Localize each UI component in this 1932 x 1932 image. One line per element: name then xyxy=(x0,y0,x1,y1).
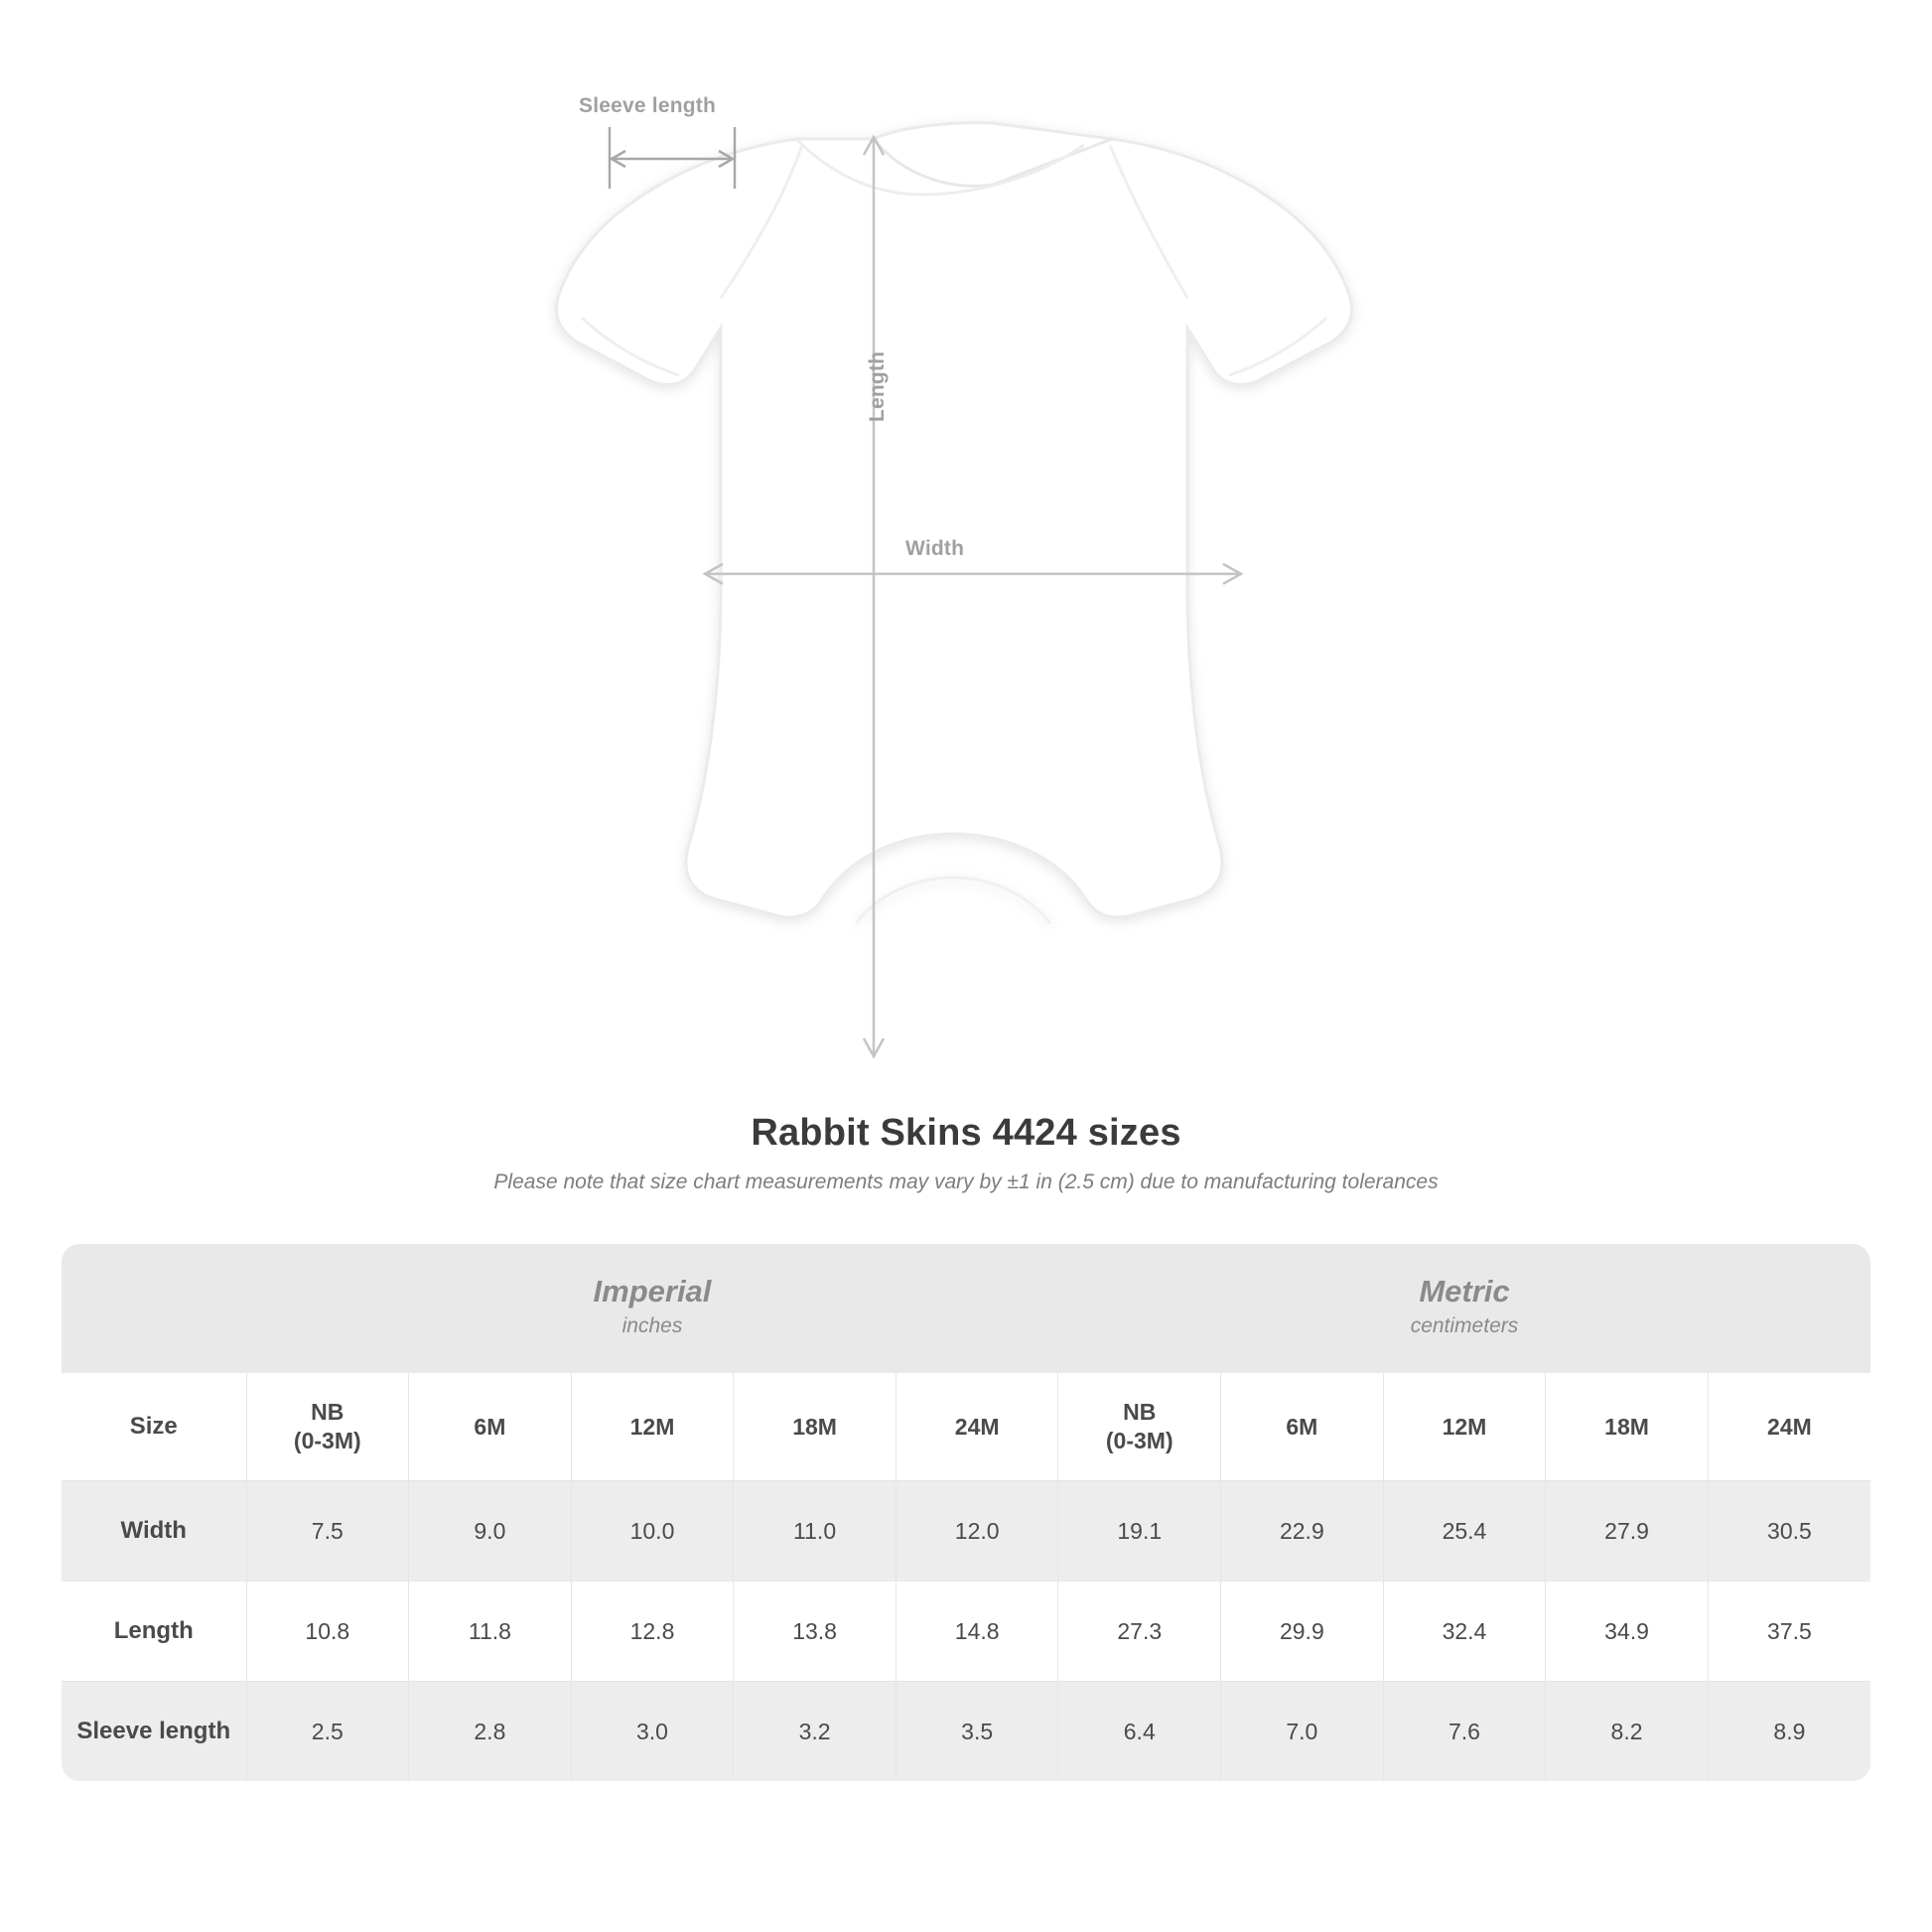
cell-sleeve-8: 8.2 xyxy=(1546,1682,1709,1782)
tolerance-note: Please note that size chart measurements may vary by ±1 in (2.5 cm) due to manufacturing tolerances xyxy=(493,1171,1439,1193)
cell-sleeve-3: 3.2 xyxy=(734,1682,897,1782)
unit-header-row xyxy=(62,1244,1870,1373)
header-col-1 xyxy=(409,1373,572,1481)
cell-width-6: 22.9 xyxy=(1221,1481,1384,1582)
length-label: Length xyxy=(866,350,889,422)
cell-sleeve-7: 7.6 xyxy=(1383,1682,1546,1782)
header-col-6 xyxy=(1221,1373,1384,1481)
unit-corner-cell xyxy=(62,1244,246,1373)
header-col-1-line1: 6M xyxy=(474,1413,506,1440)
header-col-7 xyxy=(1383,1373,1546,1481)
cell-length-3: 13.8 xyxy=(734,1582,897,1682)
cell-sleeve-0: 2.5 xyxy=(246,1682,409,1782)
table-row xyxy=(62,1582,1870,1682)
header-col-0-line2: (0-3M) xyxy=(293,1428,361,1453)
header-col-7-line1: 12M xyxy=(1442,1413,1487,1440)
cell-width-2: 10.0 xyxy=(571,1481,734,1582)
header-col-0 xyxy=(246,1373,409,1481)
header-col-2-line1: 12M xyxy=(629,1413,675,1440)
unit-imperial-cell xyxy=(246,1244,1058,1373)
header-col-0-line1: NB xyxy=(311,1399,345,1426)
cell-width-0: 7.5 xyxy=(246,1481,409,1582)
header-col-8 xyxy=(1546,1373,1709,1481)
size-chart-table xyxy=(62,1244,1870,1781)
cell-length-7: 32.4 xyxy=(1383,1582,1546,1682)
cell-width-3: 11.0 xyxy=(734,1481,897,1582)
size-table-wrapper xyxy=(62,1244,1870,1781)
header-col-5-line1: NB xyxy=(1123,1399,1157,1426)
cell-length-2: 12.8 xyxy=(571,1582,734,1682)
column-header-row xyxy=(62,1373,1870,1481)
row-label-sleeve-length: Sleeve length xyxy=(62,1682,246,1782)
header-col-9 xyxy=(1708,1373,1870,1481)
bodysuit-shape xyxy=(556,123,1351,923)
cell-length-0: 10.8 xyxy=(246,1582,409,1682)
unit-imperial-sub: inches xyxy=(621,1314,683,1338)
header-col-9-line1: 24M xyxy=(1767,1413,1812,1440)
cell-width-1: 9.0 xyxy=(409,1481,572,1582)
cell-sleeve-2: 3.0 xyxy=(571,1682,734,1782)
cell-length-6: 29.9 xyxy=(1221,1582,1384,1682)
cell-length-1: 11.8 xyxy=(409,1582,572,1682)
cell-width-8: 27.9 xyxy=(1546,1481,1709,1582)
header-col-2 xyxy=(571,1373,734,1481)
unit-imperial-name: Imperial xyxy=(593,1274,712,1310)
cell-length-8: 34.9 xyxy=(1546,1582,1709,1682)
cell-width-7: 25.4 xyxy=(1383,1481,1546,1582)
unit-metric-sub: centimeters xyxy=(1410,1314,1519,1338)
row-label-width: Width xyxy=(62,1481,246,1582)
header-col-3 xyxy=(734,1373,897,1481)
unit-metric-cell xyxy=(1058,1244,1870,1373)
header-col-4-line1: 24M xyxy=(954,1413,1000,1440)
table-row xyxy=(62,1481,1870,1582)
header-size-label: Size xyxy=(62,1373,246,1481)
cell-sleeve-5: 6.4 xyxy=(1058,1682,1221,1782)
cell-length-9: 37.5 xyxy=(1708,1582,1870,1682)
cell-sleeve-4: 3.5 xyxy=(896,1682,1058,1782)
header-col-4 xyxy=(896,1373,1058,1481)
cell-sleeve-6: 7.0 xyxy=(1221,1682,1384,1782)
cell-width-9: 30.5 xyxy=(1708,1481,1870,1582)
row-label-length: Length xyxy=(62,1582,246,1682)
cell-sleeve-1: 2.8 xyxy=(409,1682,572,1782)
cell-length-4: 14.8 xyxy=(896,1582,1058,1682)
header-col-3-line1: 18M xyxy=(792,1413,837,1440)
cell-width-5: 19.1 xyxy=(1058,1481,1221,1582)
cell-width-4: 12.0 xyxy=(896,1481,1058,1582)
sleeve-length-label: Sleeve length xyxy=(579,94,716,117)
header-col-5 xyxy=(1058,1373,1221,1481)
header-col-5-line2: (0-3M) xyxy=(1105,1428,1173,1453)
cell-sleeve-9: 8.9 xyxy=(1708,1682,1870,1782)
table-row xyxy=(62,1682,1870,1782)
width-label: Width xyxy=(905,537,965,560)
unit-metric-name: Metric xyxy=(1419,1274,1510,1310)
header-col-8-line1: 18M xyxy=(1604,1413,1649,1440)
header-col-6-line1: 6M xyxy=(1286,1413,1318,1440)
page-title: Rabbit Skins 4424 sizes xyxy=(751,1112,1181,1154)
cell-length-5: 27.3 xyxy=(1058,1582,1221,1682)
